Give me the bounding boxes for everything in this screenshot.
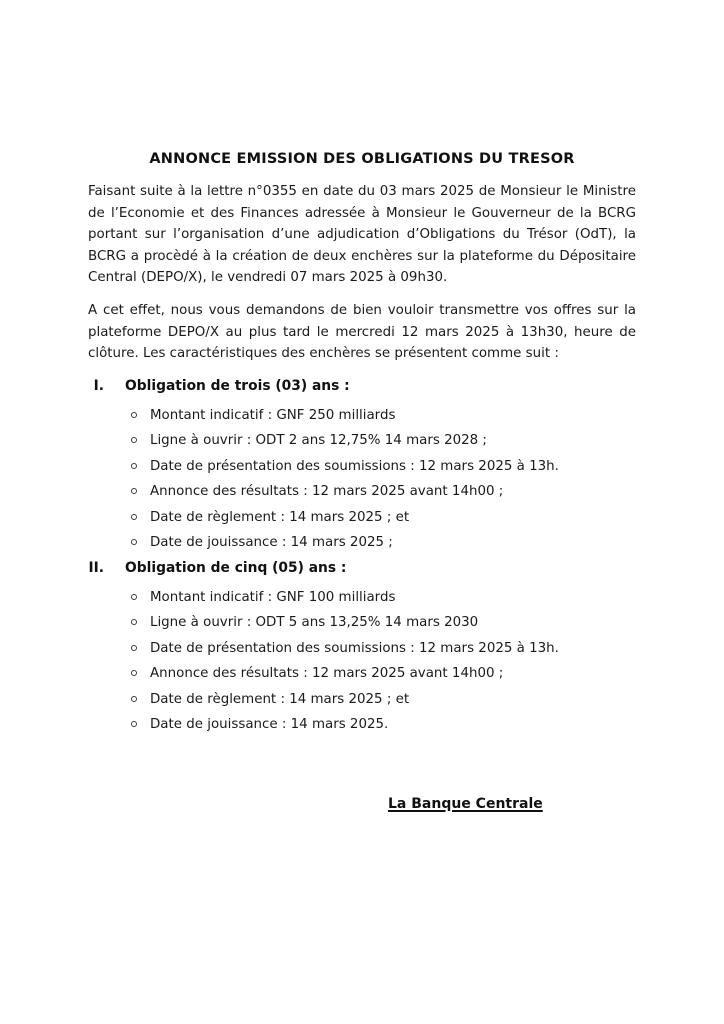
- list-item-text: Annonce des résultats : 12 mars 2025 avant 14h00 ;: [150, 666, 504, 682]
- document-title: ANNONCE EMISSION DES OBLIGATIONS DU TRESOR: [149, 151, 575, 167]
- list-item: [88, 612, 636, 633]
- list-item: [88, 507, 636, 528]
- section-heading-label: Obligation de trois (03) ans :: [125, 377, 350, 394]
- circle-bullet-icon: [131, 539, 137, 545]
- circle-bullet-icon: [131, 619, 137, 625]
- list-item: [88, 587, 636, 608]
- circle-bullet-icon: [131, 412, 137, 418]
- list-item-text: Date de jouissance : 14 mars 2025.: [150, 717, 389, 733]
- circle-bullet-icon: [131, 670, 137, 676]
- circle-bullet-icon: [131, 645, 137, 651]
- list-item-text: Date de présentation des soumissions : 12 mars 2025 à 13h.: [150, 458, 559, 474]
- circle-bullet-icon: [131, 463, 137, 469]
- list-item-text: Ligne à ouvrir : ODT 2 ans 12,75% 14 mars 2028 ;: [150, 433, 487, 449]
- list-item-text: Date de règlement : 14 mars 2025 ; et: [150, 509, 410, 525]
- list-item: [88, 430, 636, 451]
- list-item-text: Date de jouissance : 14 mars 2025 ;: [150, 535, 393, 551]
- circle-bullet-icon: [131, 594, 137, 600]
- intro-paragraph: Faisant suite à la lettre n°0355 en date du 03 mars 2025 de Monsieur le Ministre de l’Economie et des Finances adressée à Monsieur le Gouverneur de la BCRG portant sur l’organisation d’une adjudication d’Obligations du Trésor (OdT), la BCRG a procèdé à la création de deux enchères sur la plateforme du Dépositaire Central (DEPO/X), le vendredi 07 mars 2025 à 09h30.: [88, 184, 636, 286]
- circle-bullet-icon: [131, 514, 137, 520]
- document-content: [88, 151, 636, 812]
- circle-bullet-icon: [131, 437, 137, 443]
- section-heading: [88, 376, 636, 396]
- circle-bullet-icon: [131, 696, 137, 702]
- section-bullet-list: [88, 587, 636, 736]
- section-obligation-trois-ans: [88, 376, 636, 554]
- list-item: [88, 663, 636, 684]
- list-item-text: Montant indicatif : GNF 250 milliards: [150, 407, 396, 423]
- section-heading-label: Obligation de cinq (05) ans :: [125, 559, 347, 576]
- list-item: [88, 456, 636, 477]
- circle-bullet-icon: [131, 721, 137, 727]
- list-item-text: Date de présentation des soumissions : 12 mars 2025 à 13h.: [150, 640, 559, 656]
- list-item: [88, 714, 636, 735]
- section-number: II.: [88, 559, 104, 576]
- list-item: [88, 405, 636, 426]
- section-bullet-list: [88, 405, 636, 554]
- list-item-text: Annonce des résultats : 12 mars 2025 avant 14h00 ;: [150, 484, 504, 500]
- list-item-text: Date de règlement : 14 mars 2025 ; et: [150, 691, 410, 707]
- list-item: [88, 481, 636, 502]
- list-item: [88, 638, 636, 659]
- section-obligation-cinq-ans: [88, 558, 636, 736]
- circle-bullet-icon: [131, 488, 137, 494]
- instructions-paragraph: A cet effet, nous vous demandons de bien vouloir transmettre vos offres sur la plateforme DEPO/X au plus tard le mercredi 12 mars 2025 à 13h30, heure de clôture. Les caractéristiques des enchères se présentent comme suit :: [88, 302, 636, 362]
- section-heading: [88, 558, 636, 578]
- list-item-text: Montant indicatif : GNF 100 milliards: [150, 589, 396, 605]
- signature-line: La Banque Centrale: [388, 795, 543, 812]
- section-number: I.: [93, 377, 104, 394]
- list-item-text: Ligne à ouvrir : ODT 5 ans 13,25% 14 mars 2030: [150, 615, 479, 631]
- list-item: [88, 689, 636, 710]
- list-item: [88, 532, 636, 553]
